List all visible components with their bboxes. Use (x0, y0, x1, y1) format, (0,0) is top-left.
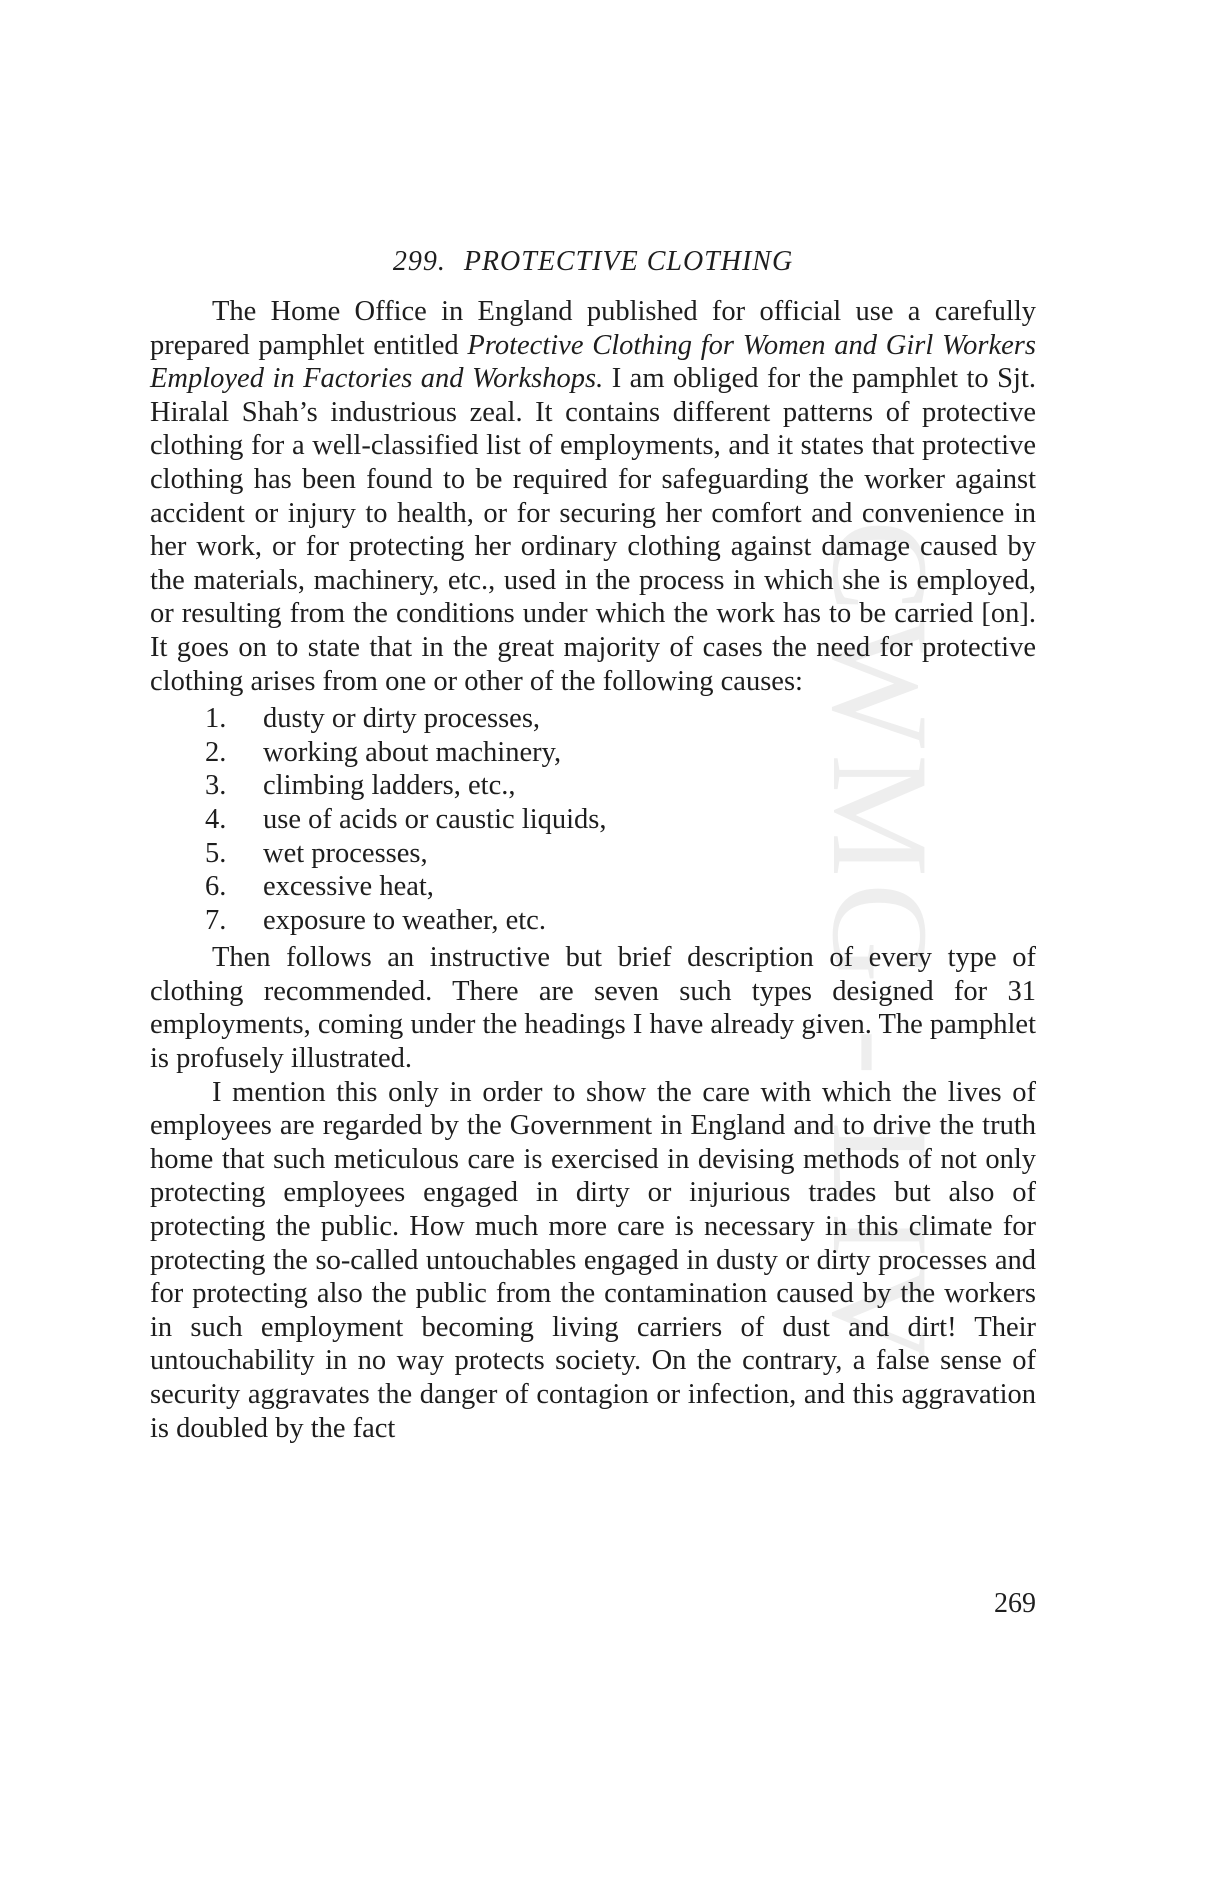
list-item-text: exposure to weather, etc. (263, 904, 546, 936)
list-item (150, 702, 1036, 736)
list-item-number: 5. (205, 837, 227, 869)
causes-list (150, 702, 1036, 937)
paragraph-3: I mention this only in order to show the care with which the lives of employees are regarded by the Government in England and to drive the truth home that such meticulous care is exercised in devising methods of not only protecting employees engaged in dirty or injurious trades but also of protecting the public. How much more care is necessary in this climate for protecting the so-called untouchables engaged in dusty or dirty processes and for protecting also the public from the contamination caused by the workers in such employment becoming living carriers of dust and dirt! Their untouchability in no way protects society. On the contrary, a false sense of security aggravates the danger of contagion or infection, and this aggravation is doubled by the fact (150, 1076, 1036, 1444)
list-item (150, 870, 1036, 904)
pamphlet-title: Protective Clothing for Women and Girl Workers Employed in Factories and Workshops. (150, 329, 1036, 395)
watermark: CWMG - LIV (804, 520, 957, 1370)
list-item (150, 904, 1036, 938)
list-item-number: 7. (205, 904, 227, 936)
list-item-number: 4. (205, 803, 227, 835)
list-item-number: 2. (205, 736, 227, 768)
list-item-text: dusty or dirty processes, (263, 703, 541, 735)
list-item-text: wet processes, (263, 837, 428, 869)
list-item-text: excessive heat, (263, 871, 434, 903)
list-item-text: working about machinery, (263, 736, 562, 768)
list-item (150, 736, 1036, 770)
article-heading (150, 245, 1036, 279)
list-item-text: use of acids or caustic liquids, (263, 803, 607, 835)
paragraph-2: Then follows an instructive but brief description of every type of clothing recommended. There are seven such types designed for 31 employments, coming under the headings I have already given. The pamphlet is profusely illustrated. (150, 942, 1036, 1075)
paragraph-1-body: I am obliged for the pamphlet to Sjt. Hiralal Shah’s industrious zeal. It contains different patterns of protective clothing for a well-classified list of employments, and it states that protective clothing has been found to be required for safeguarding the worker against accident or injury to health, or for securing her comfort and convenience in her work, or for protecting her ordinary clothing against damage caused by the materials, machinery, etc., used in the process in which she is employed, or resulting from the conditions under which the work has to be carried [on]. It goes on to state that in the great majority of cases the need for protective clothing arises from one or other of the following causes: (150, 363, 1036, 697)
article-title: PROTECTIVE CLOTHING (463, 246, 794, 277)
list-item (150, 837, 1036, 871)
page-body (150, 245, 1036, 1445)
list-item-number: 3. (205, 770, 227, 802)
list-item (150, 769, 1036, 803)
paragraph-1-intro: The Home Office in England published for official use a carefully prepared pamphlet entitled (150, 296, 1036, 361)
list-item-text: climbing ladders, etc., (263, 770, 516, 802)
list-item-number: 6. (205, 871, 227, 903)
page-number: 269 (994, 1588, 1036, 1619)
paragraph-1 (150, 295, 1036, 698)
article-number: 299. (392, 246, 446, 277)
list-item (150, 803, 1036, 837)
list-item-number: 1. (205, 703, 227, 735)
